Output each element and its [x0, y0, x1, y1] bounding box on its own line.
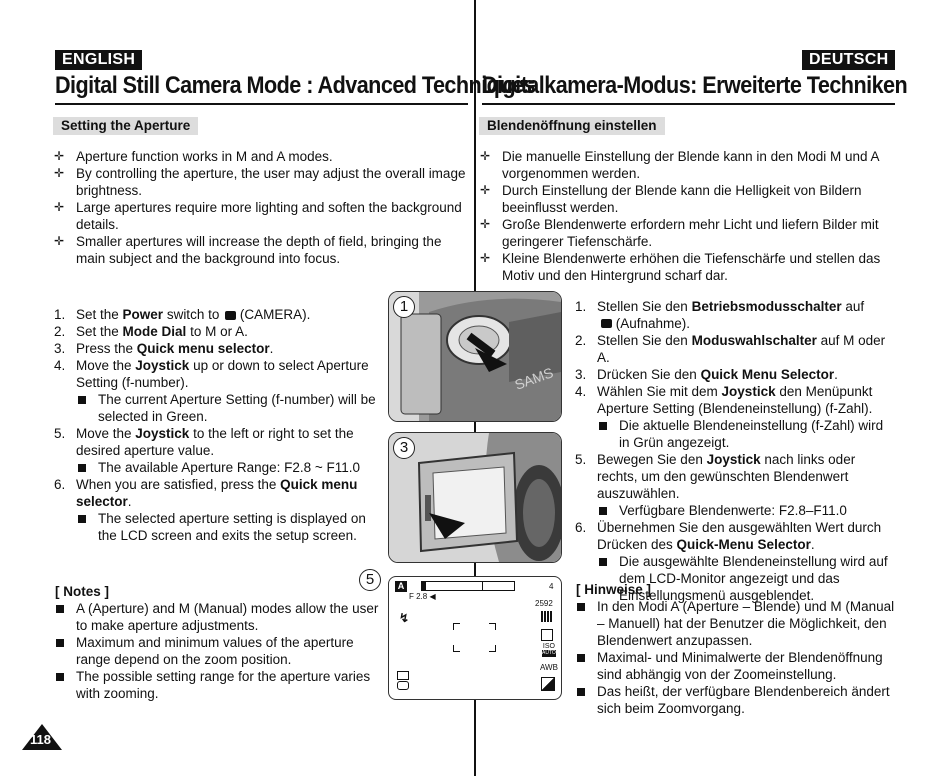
battery-icon	[397, 681, 409, 690]
step-item: 1. Stellen Sie den Betriebsmodusschalter auf (Aufnahme).	[575, 299, 865, 331]
step-item: 6. Übernehmen Sie den ausgewählten Wert durch Drücken des Quick-Menu Selector. Die ausgewählte Blendeneinstellung wird auf dem LCD-Monitor angezeigt und das Einstellungsmenü ausgeblendet.	[575, 519, 897, 604]
page-number	[22, 722, 62, 755]
step-item: 6. When you are satisfied, press the Quick menu selector. The selected aperture setting is displayed on the LCD screen and exits the setup screen.	[54, 476, 384, 544]
camera-icon	[225, 311, 236, 320]
quality-icon	[541, 611, 553, 622]
focus-frame-bl	[453, 645, 460, 652]
figure-camcorder-lcd	[388, 432, 562, 563]
list-item: ✛ By controlling the aperture, the user may adjust the overall image brightness.	[54, 165, 469, 199]
list-item: In den Modi A (Aperture – Blende) und M (Manual – Manuell) hat der Benutzer die Möglichkeit, den Blendenwert anzupassen.	[575, 598, 897, 649]
list-item: ✛ Large apertures require more lighting and soften the background details.	[54, 199, 469, 233]
language-tag-deutsch: DEUTSCH	[802, 50, 895, 70]
step-item: 5. Move the Joystick to the left or right to set the desired aperture value. The available Aperture Range: F2.8 ~ F11.0	[54, 425, 384, 476]
steps-english	[54, 306, 384, 544]
shot-count: 4	[549, 582, 554, 591]
list-item: ✛ Aperture function works in M and A modes.	[54, 148, 469, 165]
figure-camcorder-mode-dial	[388, 291, 562, 422]
list-item: The possible setting range for the aperture varies with zooming.	[54, 668, 379, 702]
step-item: 3. Drücken Sie den Quick Menu Selector.	[575, 367, 838, 382]
step-item: 2. Stellen Sie den Moduswahlschalter auf M oder A.	[575, 333, 886, 365]
white-balance-indicator: AWB	[540, 663, 558, 672]
title-rule-left	[55, 103, 468, 105]
focus-frame-br	[489, 645, 496, 652]
aperture-scale-tick	[482, 582, 483, 590]
storage-icon	[397, 671, 409, 680]
figure-number-3: 3	[393, 437, 415, 459]
resolution-value: 2592	[535, 599, 553, 608]
notes-heading-english: [ Notes ]	[55, 584, 109, 599]
camera-icon	[601, 319, 612, 328]
list-item: ✛ Kleine Blendenwerte erhöhen die Tiefenschärfe und stellen das Motiv und den Hintergrund scharf dar.	[480, 250, 895, 284]
intro-bullets-english	[54, 148, 469, 267]
list-item: ✛ Durch Einstellung der Blende kann die Helligkeit von Bildern beeinflusst werden.	[480, 182, 895, 216]
iso-indicator: ISO AUTO	[542, 643, 556, 656]
page-number-text: 118	[30, 732, 51, 747]
aperture-value: F 2.8 ◀	[409, 592, 436, 601]
step-subnote: The selected aperture setting is displayed on the LCD screen and exits the setup screen.	[76, 510, 384, 544]
figure-number-1: 1	[393, 296, 415, 318]
list-item: ✛ Die manuelle Einstellung der Blende kann in den Modi M und A vorgenommen werden.	[480, 148, 895, 182]
camcorder-lcd-illustration	[389, 433, 561, 562]
step-subnote: Verfügbare Blendenwerte: F2.8–F11.0	[597, 502, 897, 519]
list-item: A (Aperture) and M (Manual) modes allow the user to make aperture adjustments.	[54, 600, 379, 634]
list-item: ✛ Smaller apertures will increase the depth of field, bringing the main subject and the background into focus.	[54, 233, 469, 267]
exposure-icon	[541, 677, 555, 691]
notes-list-english	[54, 600, 379, 702]
focus-frame-tr	[489, 623, 496, 630]
list-item: Maximum and minimum values of the aperture range depend on the zoom position.	[54, 634, 379, 668]
list-item: ✛ Große Blendenwerte erfordern mehr Licht und liefern Bilder mit geringerer Tiefenschärfe.	[480, 216, 895, 250]
notes-heading-deutsch: [ Hinweise ]	[576, 582, 652, 597]
brand-label: SAMS	[512, 364, 556, 393]
step-item: 5. Bewegen Sie den Joystick nach links oder rechts, um den gewünschten Blendenwert auszuwählen. Verfügbare Blendenwerte: F2.8–F11.0	[575, 451, 897, 519]
step-item: 3. Press the Quick menu selector.	[54, 341, 274, 356]
intro-bullets-deutsch	[480, 148, 895, 284]
aperture-scale-fill	[422, 582, 426, 590]
step-item: 1. Set the Power switch to (CAMERA).	[54, 307, 311, 322]
aperture-scale	[421, 581, 515, 591]
list-item: Das heißt, der verfügbare Blendenbereich ändert sich beim Zoomvorgang.	[575, 683, 897, 717]
page-title-deutsch: Digitalkamera-Modus: Erweiterte Techniken	[482, 72, 908, 99]
notes-list-deutsch	[575, 598, 897, 717]
metering-icon	[541, 629, 553, 641]
section-title-english: Setting the Aperture	[53, 117, 198, 135]
step-item: 4. Wählen Sie mit dem Joystick den Menüpunkt Aperture Setting (Blendeneinstellung) (f-Zahl). Die aktuelle Blendeneinstellung (f-Zahl) wird in Grün angezeigt.	[575, 383, 897, 451]
step-subnote: Die ausgewählte Blendeneinstellung wird auf dem LCD-Monitor angezeigt und das Einstellungsmenü ausgeblendet.	[597, 553, 897, 604]
page-title-english: Digital Still Camera Mode : Advanced Techniques	[55, 72, 535, 99]
flash-icon: ↯	[399, 611, 410, 625]
steps-deutsch	[575, 298, 897, 604]
step-subnote: Die aktuelle Blendeneinstellung (f-Zahl) wird in Grün angezeigt.	[597, 417, 897, 451]
step-subnote: The current Aperture Setting (f-number) will be selected in Green.	[76, 391, 384, 425]
section-title-deutsch: Blendenöffnung einstellen	[479, 117, 665, 135]
lcd-screen-figure	[388, 576, 562, 700]
mode-indicator: A	[395, 581, 407, 592]
step-item: 2. Set the Mode Dial to M or A.	[54, 324, 248, 339]
figure-number-5: 5	[359, 569, 381, 591]
list-item: Maximal- und Minimalwerte der Blendenöffnung sind abhängig von der Zoomeinstellung.	[575, 649, 897, 683]
focus-frame-tl	[453, 623, 460, 630]
language-tag-english: ENGLISH	[55, 50, 142, 70]
step-subnote: The available Aperture Range: F2.8 ~ F11.0	[76, 459, 384, 476]
title-rule-right	[482, 103, 895, 105]
step-item: 4. Move the Joystick up or down to select Aperture Setting (f-number). The current Aperture Setting (f-number) will be selected in Green.	[54, 357, 384, 425]
camcorder-illustration	[389, 292, 561, 421]
